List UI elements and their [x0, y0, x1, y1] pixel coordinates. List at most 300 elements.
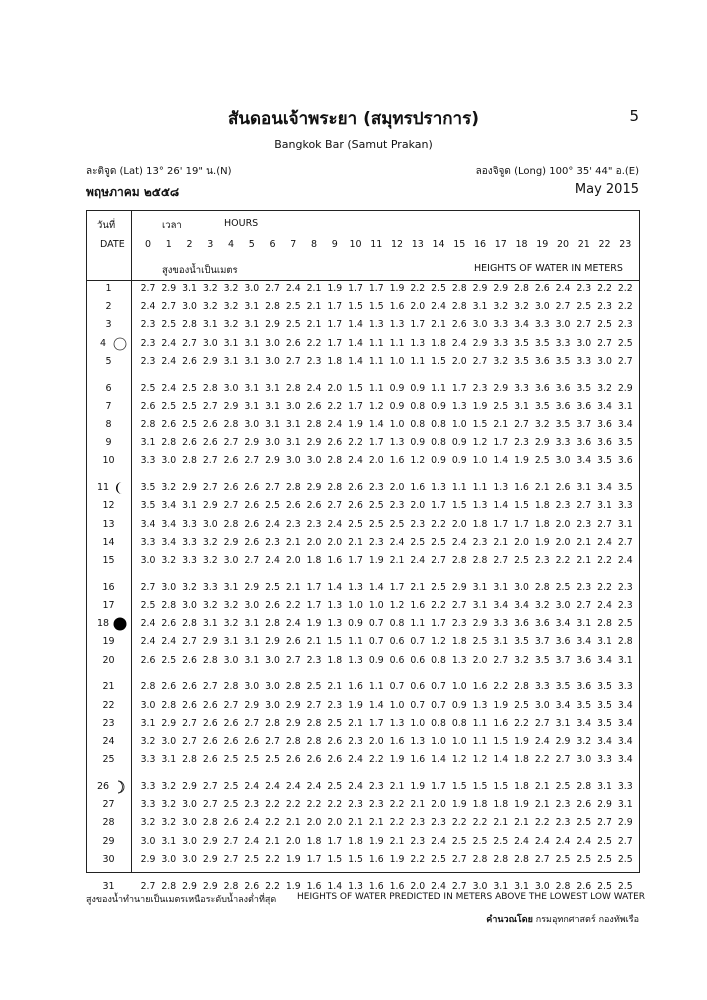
height-value: 2.5: [431, 853, 446, 865]
height-value: 1.6: [514, 482, 529, 494]
day-number: 17: [102, 600, 115, 611]
height-value: 3.4: [617, 419, 633, 430]
height-value: 2.4: [348, 455, 363, 467]
height-value: 2.9: [202, 355, 218, 367]
height-value: 2.5: [617, 880, 633, 892]
height-value: 1.8: [451, 636, 467, 648]
height-value: 2.2: [410, 283, 426, 294]
height-value: 2.2: [265, 880, 280, 892]
height-value: 1.0: [389, 419, 405, 430]
height-value: 2.4: [597, 600, 612, 611]
height-value: 1.7: [327, 301, 343, 313]
height-value: 3.1: [223, 636, 239, 648]
height-value: 3.2: [161, 555, 177, 566]
height-value: 1.7: [348, 555, 363, 566]
height-value: 2.8: [223, 419, 239, 430]
height-value: 3.4: [514, 319, 529, 331]
height-value: 2.5: [555, 853, 571, 865]
height-value: 2.0: [410, 301, 426, 313]
height-value: 2.1: [265, 835, 280, 847]
height-value: 2.8: [182, 754, 197, 766]
height-value: 3.0: [223, 555, 239, 566]
height-value: 1.4: [493, 455, 509, 467]
height-value: 3.1: [472, 301, 488, 313]
height-value: 3.4: [617, 699, 633, 711]
height-value: 2.3: [140, 337, 156, 349]
height-value: 2.7: [597, 518, 612, 530]
height-value: 2.5: [182, 400, 197, 412]
height-value: 2.1: [306, 636, 322, 648]
time-label-thai: เวลา: [162, 220, 182, 231]
height-value: 2.1: [327, 681, 343, 693]
height-value: 1.6: [368, 880, 384, 892]
height-value: 2.6: [182, 654, 197, 666]
height-value: 3.5: [534, 400, 550, 412]
hour-label: 17: [494, 239, 507, 250]
height-value: 1.7: [306, 600, 322, 611]
height-value: 0.9: [451, 699, 467, 711]
height-value: 3.3: [140, 799, 156, 811]
height-value: 2.9: [161, 283, 177, 294]
height-value: 3.0: [182, 817, 197, 829]
day-number: 4: [99, 337, 107, 349]
hour-label: 0: [144, 239, 152, 250]
height-value: 3.3: [182, 536, 197, 548]
height-value: 3.2: [140, 736, 156, 747]
height-value: 3.3: [597, 754, 612, 766]
computed-by-label: คำนวณโดย: [486, 915, 533, 925]
height-value: 1.5: [493, 781, 509, 792]
height-value: 2.8: [285, 382, 301, 394]
height-value: 1.4: [368, 419, 384, 430]
hour-label: 9: [331, 239, 338, 250]
height-value: 2.9: [161, 717, 177, 729]
height-value: 1.4: [348, 355, 363, 367]
height-value: 3.2: [161, 781, 177, 792]
height-value: 3.3: [514, 382, 529, 394]
height-value: 2.9: [182, 781, 197, 792]
height-value: 2.8: [223, 681, 239, 693]
height-value: 0.9: [389, 400, 405, 412]
height-value: 3.4: [576, 636, 592, 648]
height-value: 3.0: [265, 437, 280, 449]
height-value: 2.9: [534, 437, 550, 449]
height-value: 2.5: [410, 536, 426, 548]
moon-phase-first-quarter-icon: [113, 337, 127, 351]
height-value: 3.4: [617, 754, 633, 766]
height-value: 3.2: [223, 319, 239, 331]
height-value: 2.4: [265, 555, 280, 566]
height-value: 3.0: [161, 455, 177, 467]
height-value: 3.6: [597, 419, 612, 430]
height-value: 2.3: [306, 654, 322, 666]
height-value: 3.4: [576, 717, 592, 729]
height-value: 2.6: [306, 500, 322, 512]
height-value: 2.2: [389, 799, 405, 811]
height-value: 3.6: [555, 636, 571, 648]
height-value: 2.6: [285, 754, 301, 766]
day-number: 29: [102, 835, 115, 847]
height-value: 2.8: [576, 781, 592, 792]
hour-label: 21: [577, 239, 590, 250]
station-name-english: Bangkok Bar (Samut Prakan): [274, 138, 433, 151]
day-number: 25: [102, 754, 115, 766]
height-value: 2.0: [451, 355, 467, 367]
height-value: 2.1: [285, 536, 301, 548]
height-value: 2.6: [555, 482, 571, 494]
height-value: 0.6: [410, 681, 426, 693]
height-value: 1.3: [451, 654, 467, 666]
height-value: 2.4: [451, 536, 467, 548]
height-value: 3.6: [534, 355, 550, 367]
height-value: 2.0: [327, 382, 343, 394]
height-value: 2.6: [140, 400, 156, 412]
height-value: 1.3: [410, 337, 426, 349]
height-value: 3.2: [202, 536, 218, 548]
height-value: 2.8: [327, 482, 343, 494]
height-value: 2.1: [534, 799, 550, 811]
height-value: 1.3: [472, 699, 488, 711]
height-value: 2.5: [161, 654, 177, 666]
height-value: 2.2: [348, 437, 363, 449]
height-value: 1.4: [493, 500, 509, 512]
height-value: 3.1: [493, 636, 509, 648]
height-value: 1.9: [306, 618, 322, 630]
height-value: 2.1: [576, 555, 592, 566]
height-value: 2.3: [348, 799, 363, 811]
height-value: 2.2: [617, 283, 633, 294]
height-value: 0.8: [431, 419, 446, 430]
height-value: 3.0: [161, 736, 177, 747]
height-value: 2.8: [285, 736, 301, 747]
height-value: 2.7: [223, 853, 239, 865]
height-value: 3.4: [597, 736, 612, 747]
height-value: 1.7: [368, 283, 384, 294]
height-value: 3.3: [534, 681, 550, 693]
height-value: 2.7: [223, 437, 239, 449]
height-value: 2.7: [534, 717, 550, 729]
height-value: 2.7: [202, 799, 218, 811]
height-value: 2.8: [306, 419, 322, 430]
height-value: 3.2: [534, 600, 550, 611]
height-value: 1.6: [472, 681, 488, 693]
day-number: 26: [96, 781, 110, 792]
height-value: 3.0: [223, 382, 239, 394]
height-value: 0.8: [431, 437, 446, 449]
height-value: 2.7: [202, 482, 218, 494]
height-value: 3.1: [202, 319, 218, 331]
height-value: 3.5: [597, 699, 612, 711]
height-value: 1.8: [431, 337, 446, 349]
height-value: 2.2: [493, 681, 509, 693]
page-title: สันดอนเจ้าพระยา (สมุทรปราการ): [228, 109, 479, 129]
height-value: 3.2: [514, 654, 529, 666]
height-value: 3.1: [576, 482, 592, 494]
height-value: 2.3: [617, 600, 633, 611]
height-value: 2.8: [182, 319, 197, 331]
height-value: 3.6: [555, 382, 571, 394]
height-value: 2.6: [327, 754, 343, 766]
height-value: 3.1: [140, 437, 156, 449]
height-value: 2.7: [576, 600, 592, 611]
day-number: 5: [105, 355, 112, 367]
height-value: 3.4: [140, 518, 156, 530]
height-value: 2.4: [576, 835, 592, 847]
height-value: 2.0: [555, 518, 571, 530]
height-value: 2.0: [306, 817, 322, 829]
height-value: 3.5: [514, 337, 529, 349]
height-value: 1.2: [451, 754, 467, 766]
height-value: 2.4: [161, 636, 177, 648]
height-value: 3.7: [534, 636, 550, 648]
height-value: 2.5: [534, 455, 550, 467]
height-value: 1.5: [451, 500, 467, 512]
footer-note-english: HEIGHTS OF WATER PREDICTED IN METERS ABOVE THE LOWEST LOW WATER: [297, 892, 646, 902]
height-value: 2.4: [161, 355, 177, 367]
height-value: 0.9: [368, 654, 384, 666]
height-value: 1.7: [368, 717, 384, 729]
hour-label: 13: [411, 239, 424, 250]
height-value: 3.6: [534, 382, 550, 394]
height-value: 3.3: [140, 536, 156, 548]
hour-label: 2: [186, 239, 193, 250]
height-value: 3.0: [576, 337, 592, 349]
height-value: 3.5: [534, 337, 550, 349]
height-value: 1.7: [306, 581, 322, 593]
height-value: 1.0: [389, 355, 405, 367]
height-value: 3.6: [576, 437, 592, 449]
height-value: 1.0: [431, 736, 446, 747]
height-value: 2.3: [368, 482, 384, 494]
height-value: 0.7: [431, 699, 446, 711]
height-value: 3.3: [493, 618, 509, 630]
height-value: 3.2: [223, 618, 239, 630]
height-value: 2.7: [451, 853, 467, 865]
height-value: 2.7: [306, 699, 322, 711]
height-value: 2.6: [202, 419, 218, 430]
height-value: 1.7: [389, 581, 405, 593]
height-value: 3.6: [597, 437, 612, 449]
height-value: 2.4: [285, 781, 301, 792]
height-value: 2.7: [327, 500, 343, 512]
height-value: 2.6: [202, 699, 218, 711]
height-value: 1.0: [410, 717, 426, 729]
height-value: 0.8: [410, 400, 426, 412]
height-value: 3.1: [161, 835, 177, 847]
height-value: 1.1: [431, 382, 446, 394]
height-value: 3.5: [555, 419, 571, 430]
height-value: 2.9: [182, 482, 197, 494]
height-value: 2.1: [389, 555, 405, 566]
height-value: 2.8: [514, 681, 529, 693]
height-value: 1.7: [493, 518, 509, 530]
height-value: 3.6: [576, 681, 592, 693]
height-value: 2.6: [223, 817, 239, 829]
height-value: 1.5: [368, 301, 384, 313]
footer-note-thai: สูงของน้ำทำนายเป็นเมตรเหนือระดับน้ำลงต่ำที่สุด: [86, 895, 277, 905]
height-value: 3.2: [140, 817, 156, 829]
height-value: 2.4: [140, 636, 156, 648]
header-divider: [86, 280, 640, 281]
height-value: 2.8: [451, 555, 467, 566]
height-value: 2.4: [555, 283, 571, 294]
height-value: 2.5: [389, 518, 405, 530]
height-value: 2.3: [348, 736, 363, 747]
height-value: 2.3: [617, 581, 633, 593]
height-value: 2.0: [451, 518, 467, 530]
height-value: 1.8: [514, 754, 529, 766]
height-value: 2.2: [327, 400, 343, 412]
height-value: 2.2: [285, 600, 301, 611]
height-value: 0.8: [451, 717, 467, 729]
height-value: 2.6: [202, 736, 218, 747]
height-value: 2.6: [244, 482, 260, 494]
height-value: 3.2: [161, 817, 177, 829]
height-value: 2.6: [161, 618, 177, 630]
date-label-thai: วันที่: [97, 220, 116, 231]
height-value: 2.7: [514, 419, 529, 430]
date-column-divider: [131, 210, 132, 873]
height-value: 2.7: [202, 400, 218, 412]
height-value: 2.8: [451, 283, 467, 294]
height-value: 2.1: [514, 817, 529, 829]
height-value: 1.8: [472, 518, 488, 530]
height-value: 1.3: [368, 319, 384, 331]
height-value: 1.9: [410, 781, 426, 792]
height-value: 1.3: [472, 500, 488, 512]
height-value: 2.6: [202, 754, 218, 766]
height-value: 2.2: [472, 817, 488, 829]
hours-label: HOURS: [224, 218, 259, 229]
height-value: 3.0: [285, 400, 301, 412]
height-value: 2.5: [493, 835, 509, 847]
height-value: 2.1: [368, 817, 384, 829]
height-value: 2.3: [410, 835, 426, 847]
height-value: 3.4: [555, 618, 571, 630]
height-value: 2.9: [493, 283, 509, 294]
height-value: 2.6: [348, 500, 363, 512]
height-value: 1.3: [389, 717, 405, 729]
height-value: 2.9: [244, 699, 260, 711]
height-value: 3.0: [202, 337, 218, 349]
hour-label: 7: [290, 239, 297, 250]
month-english: May 2015: [574, 182, 639, 197]
height-value: 2.3: [555, 799, 571, 811]
height-value: 1.5: [431, 355, 446, 367]
height-value: 2.5: [431, 283, 446, 294]
height-value: 3.3: [617, 681, 633, 693]
height-value: 2.1: [493, 536, 509, 548]
height-value: 2.7: [223, 835, 239, 847]
height-value: 3.6: [534, 618, 550, 630]
height-value: 2.2: [597, 581, 612, 593]
height-value: 2.2: [597, 555, 612, 566]
height-value: 1.7: [368, 437, 384, 449]
height-value: 2.9: [265, 319, 280, 331]
height-value: 2.7: [182, 736, 197, 747]
height-value: 3.3: [140, 754, 156, 766]
height-value: 0.9: [431, 455, 446, 467]
height-value: 3.3: [617, 781, 633, 792]
height-value: 2.8: [306, 736, 322, 747]
height-value: 3.1: [597, 500, 612, 512]
height-value: 1.7: [327, 319, 343, 331]
height-value: 2.8: [493, 853, 509, 865]
height-value: 3.0: [265, 699, 280, 711]
height-value: 2.6: [140, 654, 156, 666]
height-value: 2.3: [368, 799, 384, 811]
height-value: 3.5: [555, 681, 571, 693]
height-value: 1.5: [472, 781, 488, 792]
height-value: 3.1: [223, 355, 239, 367]
height-value: 2.6: [306, 400, 322, 412]
height-value: 3.0: [202, 518, 218, 530]
height-value: 3.1: [244, 382, 260, 394]
height-value: 2.7: [431, 555, 446, 566]
height-value: 1.3: [327, 600, 343, 611]
height-value: 1.4: [431, 754, 446, 766]
height-value: 3.1: [244, 400, 260, 412]
height-value: 2.3: [285, 518, 301, 530]
height-value: 1.6: [410, 600, 426, 611]
height-value: 3.5: [597, 681, 612, 693]
height-value: 3.6: [555, 400, 571, 412]
height-value: 2.1: [285, 581, 301, 593]
height-value: 2.6: [534, 283, 550, 294]
month-thai: พฤษภาคม ๒๕๕๘: [86, 185, 180, 199]
height-value: 1.7: [431, 618, 446, 630]
height-value: 3.1: [617, 654, 633, 666]
height-value: 2.8: [265, 618, 280, 630]
height-value: 3.0: [244, 419, 260, 430]
height-value: 2.7: [597, 817, 612, 829]
height-value: 1.5: [493, 736, 509, 747]
date-label-english: DATE: [100, 239, 125, 250]
height-value: 2.7: [597, 337, 612, 349]
height-value: 2.4: [348, 781, 363, 792]
heights-label-english: HEIGHTS OF WATER IN METERS: [474, 263, 623, 274]
height-value: 3.1: [140, 717, 156, 729]
height-value: 2.6: [576, 799, 592, 811]
height-value: 1.6: [389, 736, 405, 747]
height-value: 1.7: [348, 283, 363, 294]
height-value: 3.0: [182, 799, 197, 811]
height-value: 2.0: [514, 536, 529, 548]
height-value: 2.4: [431, 835, 446, 847]
height-value: 2.5: [617, 337, 633, 349]
height-value: 0.6: [389, 654, 405, 666]
height-value: 2.8: [182, 455, 197, 467]
hour-label: 4: [227, 239, 235, 250]
height-value: 1.9: [285, 853, 301, 865]
height-value: 0.8: [431, 717, 446, 729]
height-value: 3.3: [202, 581, 218, 593]
height-value: 2.7: [285, 355, 301, 367]
height-value: 2.8: [451, 301, 467, 313]
height-value: 3.4: [161, 536, 177, 548]
height-value: 2.7: [555, 301, 571, 313]
height-value: 1.6: [368, 853, 384, 865]
height-value: 3.0: [140, 555, 156, 566]
height-value: 2.6: [265, 600, 280, 611]
height-value: 1.9: [389, 283, 405, 294]
height-value: 2.1: [534, 781, 550, 792]
hour-label: 14: [432, 239, 445, 250]
height-value: 2.7: [451, 880, 467, 892]
height-value: 2.7: [265, 736, 280, 747]
height-value: 3.4: [576, 455, 592, 467]
height-value: 3.3: [140, 455, 156, 467]
